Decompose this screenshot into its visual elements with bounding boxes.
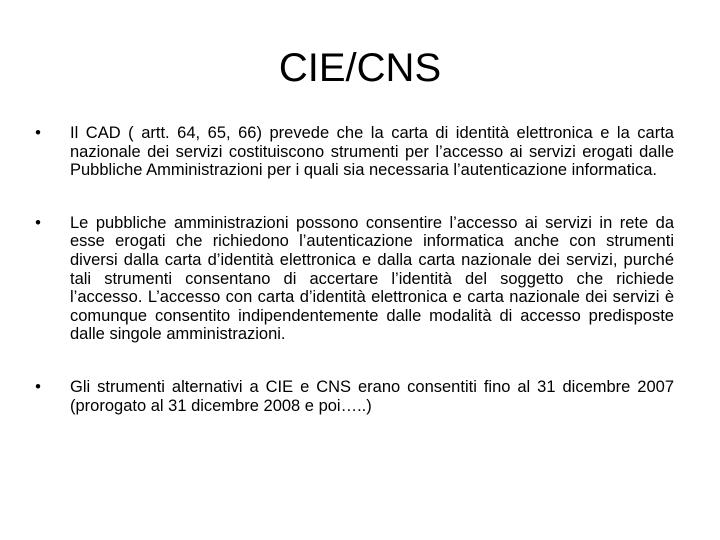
bullet-list	[28, 124, 674, 415]
bullet-item	[28, 124, 674, 180]
bullet-item	[28, 214, 674, 344]
bullet-item	[28, 378, 674, 415]
bullet-text: Le pubbliche amministrazioni possono consentire l’accesso ai servizi in rete da esse erogati che richiedono l’autenticazione informatica anche con strumenti diversi dalla carta d’identità elettronica e dalla carta nazionale dei servizi, purché tali strumenti consentano di accertare l’identità del soggetto che richiede l’accesso. L’accesso con carta d’identità elettronica e carta nazionale dei servizi è comunque consentito indipendentemente dalle modalità di accesso predisposte dalle singole amministrazioni.	[70, 213, 674, 344]
bullet-dot-icon: •	[35, 213, 41, 232]
bullet-dot-icon: •	[35, 377, 41, 396]
bullet-text: Il CAD ( artt. 64, 65, 66) prevede che la carta di identità elettronica e la carta nazionale dei servizi costituiscono strumenti per l’accesso ai servizi erogati dalle Pubbliche Amministrazioni per i quali sia necessaria l’autenticazione informatica.	[70, 124, 674, 180]
bullet-dot-icon: •	[35, 124, 41, 142]
slide-title: CIE/CNS	[278, 46, 442, 90]
bullet-text: Gli strumenti alternativi a CIE e CNS erano consentiti fino al 31 dicembre 2007 (prorogato al 31 dicembre 2008 e poi…..)	[70, 377, 674, 415]
